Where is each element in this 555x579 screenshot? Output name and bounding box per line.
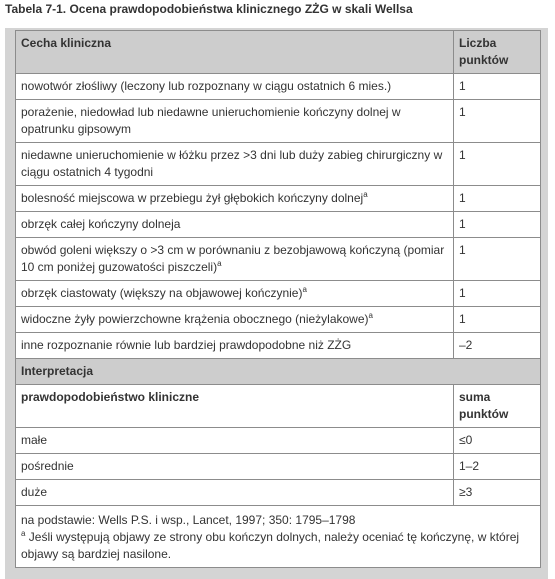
footnote-a: [21, 529, 535, 563]
probability-score: ≤0: [454, 428, 541, 454]
criterion-text: obrzęk całej kończyny dolneja: [16, 212, 454, 238]
criterion-text: niedawne unieruchomienie w łóżku przez >3 dni lub duży zabieg chirurgiczny w ciągu ostatnich 4 tygodni: [16, 143, 454, 186]
criterion-points: 1: [454, 307, 541, 333]
criterion-text: inne rozpoznanie równie lub bardziej prawdopodobne niż ZŻG: [16, 333, 454, 359]
table-footnotes: [16, 506, 541, 568]
footnote-marker: a: [217, 259, 222, 268]
criterion-text: obwód goleni większy o >3 cm w porównaniu z bezobjawową kończyną (pomiar 10 cm poniżej guzowatości piszczeli)$^a$: [16, 238, 454, 281]
footnote-marker: a: [368, 311, 373, 320]
criterion-text: nowotwór złośliwy (leczony lub rozpoznany w ciągu ostatnich 6 mies.): [16, 74, 454, 100]
interpretation-header-row: [16, 385, 541, 428]
header-points: Liczba punktów: [454, 31, 541, 74]
criterion-points: 1: [454, 74, 541, 100]
source-citation: na podstawie: Wells P.S. i wsp., Lancet, 1997; 350: 1795–1798: [21, 513, 356, 527]
probability-level: duże: [16, 480, 454, 506]
table-row: [16, 480, 541, 506]
criterion-points: 1: [454, 143, 541, 186]
criterion-points: –2: [454, 333, 541, 359]
criterion-text: porażenie, niedowład lub niedawne unieruchomienie kończyny dolnej w opatrunku gipsowym: [16, 100, 454, 143]
header-clinical-probability: prawdopodobieństwo kliniczne: [16, 385, 454, 428]
header-score-sum: suma punktów: [454, 385, 541, 428]
wells-score-table: [15, 30, 541, 568]
footnote-marker: a: [302, 285, 307, 294]
criterion-points: 1: [454, 238, 541, 281]
interpretation-heading: Interpretacja: [16, 359, 541, 385]
interpretation-band: [16, 359, 541, 385]
footnote-marker: a: [21, 529, 26, 538]
probability-score: ≥3: [454, 480, 541, 506]
table-row: [16, 186, 541, 212]
criterion-points: 1: [454, 212, 541, 238]
table-row: [16, 212, 541, 238]
table-row: [16, 238, 541, 281]
table-row: [16, 74, 541, 100]
criterion-points: 1: [454, 281, 541, 307]
header-clinical-feature: Cecha kliniczna: [16, 31, 454, 74]
criterion-text: widoczne żyły powierzchowne krążenia obocznego (nieżylakowe)$^a$: [16, 307, 454, 333]
table-row: [16, 428, 541, 454]
table-row: [16, 333, 541, 359]
table-row: [16, 307, 541, 333]
table-row: [16, 454, 541, 480]
table-header-row: [16, 31, 541, 74]
table-caption: Tabela 7-1. Ocena prawdopodobieństwa klinicznego ZŻG w skali Wellsa: [5, 2, 413, 16]
criterion-text: bolesność miejscowa w przebiegu żył głębokich kończyny dolnej$^a$: [16, 186, 454, 212]
footnote-text: Jeśli występują objawy ze strony obu kończyn dolnych, należy oceniać tę kończynę, w której objawy są bardziej nasilone.: [21, 530, 520, 561]
probability-level: pośrednie: [16, 454, 454, 480]
table-row: [16, 143, 541, 186]
footnote-marker: a: [363, 190, 368, 199]
table-row: [16, 100, 541, 143]
probability-score: 1–2: [454, 454, 541, 480]
table-row: [16, 281, 541, 307]
table-footer-row: [16, 506, 541, 568]
criterion-points: 1: [454, 100, 541, 143]
criterion-points: 1: [454, 186, 541, 212]
probability-level: małe: [16, 428, 454, 454]
criterion-text: obrzęk ciastowaty (większy na objawowej kończynie)$^a$: [16, 281, 454, 307]
